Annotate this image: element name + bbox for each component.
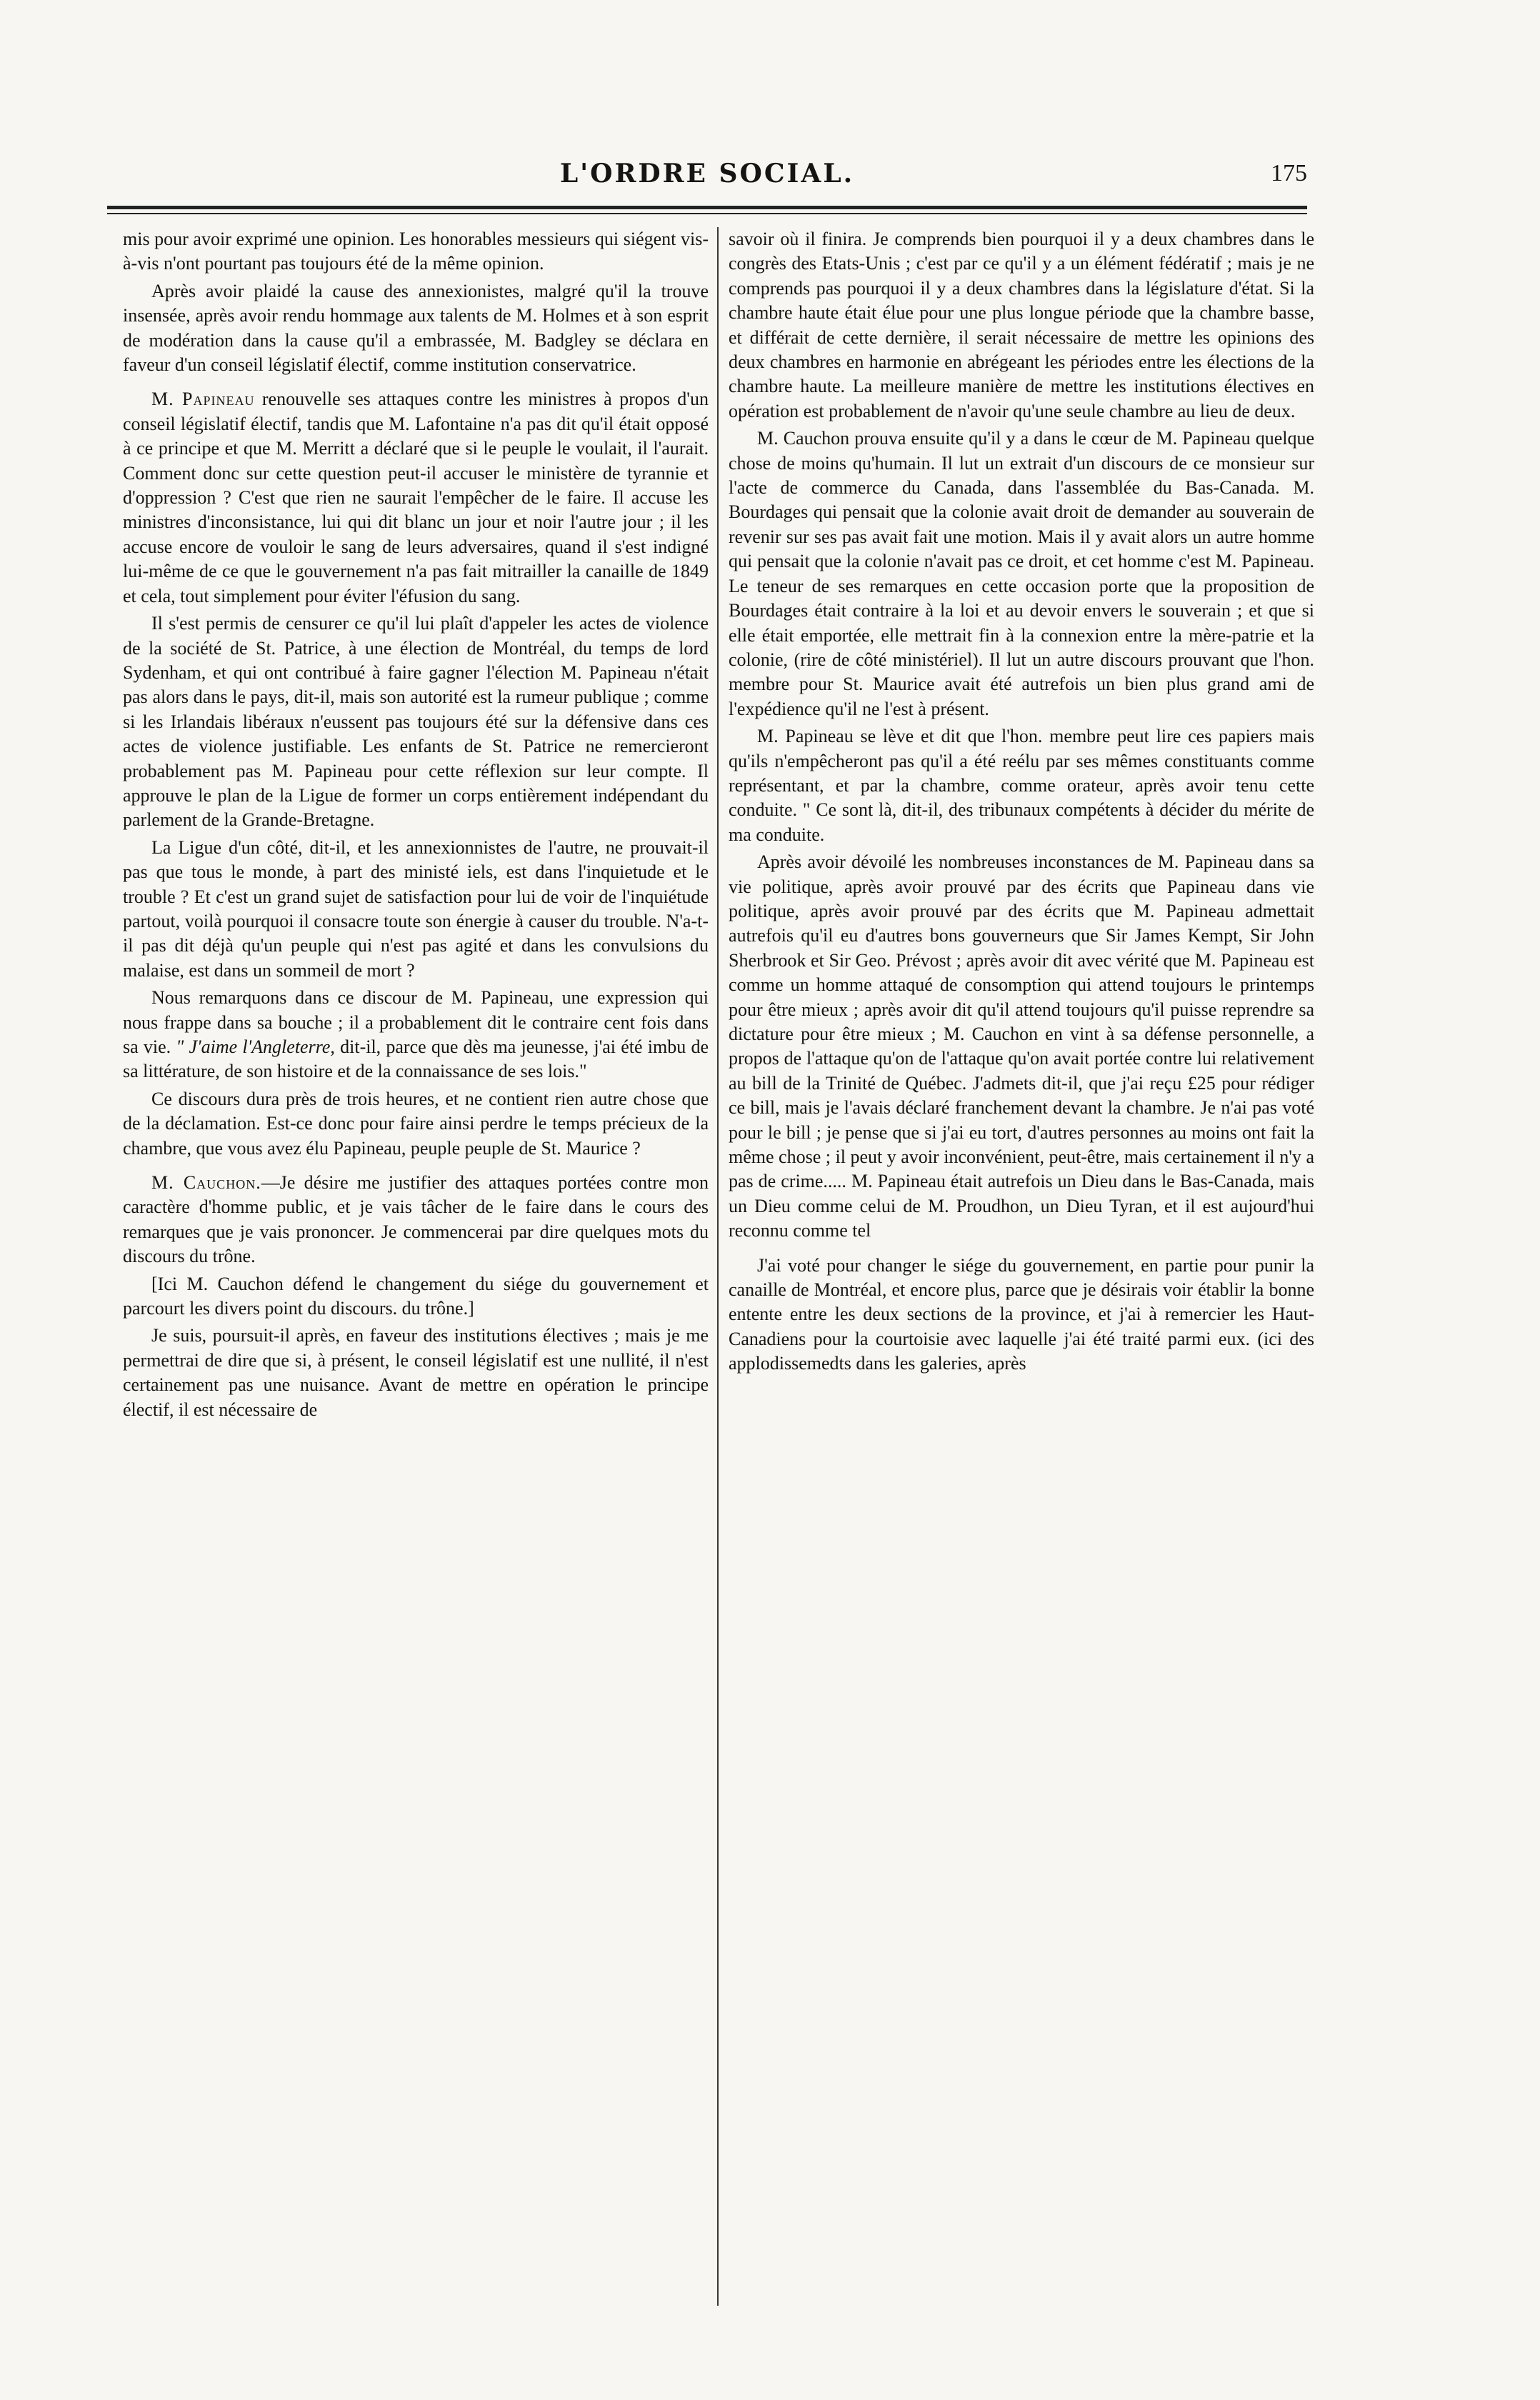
paragraph: Ce discours dura près de trois heures, et ne contient rien autre chose que de la déclamation. Est-ce donc pour faire ainsi perdre le temps précieux de la chambre, que vous avez élu Papineau, peuple peuple de St. Maurice ? [123,1088,709,1159]
paragraph [123,986,709,1084]
paragraph: Il s'est permis de censurer ce qu'il lui plaît d'appeler les actes de violence de la société de St. Patrice, à une élection de Montréal, du temps de lord Sydenham, et qui ont contribué à faire gagner l'élection M. Papineau n'était pas alors dans le pays, dit-il, mais son autorité est la rumeur publique ; comme si les Irlandais libéraux n'eussent pas toujours été sur la défensive dans ces actes de violence justifiable. Les enfants de St. Patrice ne remercieront probablement pas M. Papineau pour cette réflexion sur leur compte. Il approuve le plan de la Ligue de former un corps entièrement indépendant du parlement de la Grande-Bretagne. [123,613,709,831]
paragraph: La Ligue d'un côté, dit-il, et les annexionnistes de l'autre, ne prouvait-il pas que tous le monde, à part des ministé iels, est dans l'inquietude et le trouble ? Et c'est un grand sujet de satisfaction pour lui de voir de l'inquiétude partout, voilà pourquoi il consacre toute son énergie à causer du trouble. N'a-t-il pas dit déjà qu'un peuple qui n'est pas agité et dans les convulsions du malaise, est dans un sommeil de mort ? [123,836,709,981]
paragraph: M. Cauchon prouva ensuite qu'il y a dans le cœur de M. Papineau quelque chose de moins qu'humain. Il lut un extrait d'un discours de ce monsieur sur l'acte de commerce du Canada, dans l'assemblée du Bas-Canada. M. Bourdages qui pensait que la colonie avait droit de demander au souverain de revenir sur ses pas avait fait une motion. Mais il y avait alors un autre homme qui pensait que la colonie n'avait pas ce droit, et cet homme c'est M. Papineau. Le teneur de ses remarques en cette occasion porte que la proposition de Bourdages était contraire à la loi et au devoir envers le souverain ; et que si elle était emportée, elle mettrait fin à la connexion entre la mère-patrie et la colonie, (rire de côté ministériel). Il lut un autre discours prouvant que l'hon. membre pour St. Maurice avait été autrefois un bien plus grand ami de l'expédience qu'il ne l'est à présent. [729,428,1314,719]
paragraph: Après avoir plaidé la cause des annexionistes, malgré qu'il la trouve insensée, après avoir rendu hommage aux talents de M. Holmes et à son esprit de modération dans la cause qu'il a embrassée, M. Badgley se déclara en faveur d'un conseil législatif électif, comme institution conservatrice. [123,280,709,376]
header-rule-thin [107,213,1307,214]
paragraph: savoir où il finira. Je comprends bien pourquoi il y a deux chambres dans le congrès des Etats-Unis ; c'est par ce qu'il y a un élément fédératif ; mais je ne comprends pas pourquoi il y a deux chambres dans la législature d'état. Si la chambre haute était élue pour une plus longue période que la chambre basse, et différait de cette dernière, il serait nécessaire de mettre les opinions des deux chambres en harmonie en abrégeant les périodes entre les élections de la chambre haute. La meilleure manière de mettre les institutions électives en opération est probablement de n'avoir qu'une seule chambre au lieu de deux. [729,229,1314,421]
right-column [729,227,1314,2306]
header-rule-thick [107,206,1307,209]
page-header [107,159,1307,201]
left-column [123,227,709,2306]
speaker-name: M. Cauchon. [151,1172,261,1194]
paragraph: [Ici M. Cauchon défend le changement du siége du gouvernement et parcourt les divers point du discours. du trône.] [123,1273,709,1319]
running-title: L'ORDRE SOCIAL. [559,159,855,189]
page-number: 175 [1271,160,1307,186]
paragraph: M. Papineau se lève et dit que l'hon. membre peut lire ces papiers mais qu'ils n'empêcheront pas qu'il a été reélu par ses mêmes constituants comme représentant, et par la chambre, comme orateur, après avoir tenu cette conduite. " Ce sont là, dit-il, des tribunaux compétents à décider du mérite de ma conduite. [729,726,1314,845]
paragraph: mis pour avoir exprimé une opinion. Les honorables messieurs qui siégent vis-à-vis n'ont pourtant pas toujours été de la même opinion. [123,229,709,274]
paragraph-text: —Je désire me justifier des attaques portées contre mon caractère d'homme public, et je vais tâcher de le faire dans le cours des remarques que je vais prononcer. Je commencerai par dire quelques mots du discours du trône. [123,1172,709,1267]
paragraph: Je suis, poursuit-il après, en faveur des institutions électives ; mais je me permettrai de dire que si, à présent, le conseil législatif est une nullité, il n'est certainement pas une nuisance. Avant de mettre en opération le principe électif, il est nécessaire de [123,1325,709,1420]
paragraph-text: dit-il, parce que dès ma jeunesse, j'ai été imbu de sa littérature, de son histoire et de la connaissance de ses lois." [123,1036,709,1082]
paragraph-text: Nous remarquons dans ce discour de M. Papineau, une expression qui nous frappe dans sa bouche ; il a probablement dit le contraire cent fois dans sa vie. [123,987,709,1057]
quotation: " J'aime l'Angleterre, [176,1036,335,1057]
paragraph: Après avoir dévoilé les nombreuses inconstances de M. Papineau dans sa vie politique, après avoir prouvé par des écrits que Papineau dans vie politique, après avoir prouvé par des écrits que M. Papineau admettait autrefois qu'il eu d'autres bons gouverneurs que Sir James Kempt, Sir John Sherbrook et Sir Geo. Prévost ; après avoir dit avec vérité que M. Papineau est comme un homme attaqué de consomption qui attend toujours le printemps pour être mieux ; après avoir dit qu'il attend toujours qu'il puisse reprendre sa dictature pour être mieux ; M. Cauchon en vint à sa défense personnelle, a propos de l'attaque qu'on de l'attaque qu'on avait portée contre lui relativement au bill de la Trinité de Québec. J'admets dit-il, que j'ai reçu £25 pour rédiger ce bill, mais je l'avais déclaré franchement devant la chambre. Je n'ai pas voté pour le bill ; je pense que si j'ai eu tort, d'autres personnes au moins ont fait la même chose ; il peut y avoir inconvénient, peut-être, mais certainement il n'y a pas de crime..... M. Papineau était autrefois un Dieu dans le Bas-Canada, mais un Dieu comme celui de M. Proudhon, un Dieu Tyran, et il est aujourd'hui reconnu comme tel [729,851,1314,1241]
column-separator [717,227,719,2306]
paragraph-text: renouvelle ses attaques contre les ministres à propos d'un conseil législatif électif, tandis que M. Lafontaine n'a pas dit qu'il était opposé à ce principe et que M. Merritt a déclaré que si le peuple le voulait, il l'aurait. Comment donc sur cette question peut-il accuser le ministère de tyrannie et d'oppression ? C'est que rien ne saurait l'empêcher de le faire. Il accuse les ministres d'inconsistance, lui qui dit blanc un jour et noir l'autre jour ; il les accuse encore de vouloir le sang de leurs adversaires, quand il s'est indigné lui-même de ce que le gouvernement n'a pas fait mitrailler la canaille de 1849 et cela, tout simplement pour éviter l'éfusion du sang. [123,389,709,606]
paragraph [123,387,709,609]
paragraph: J'ai voté pour changer le siége du gouvernement, en partie pour punir la canaille de Montréal, et encore plus, parce que je désirais voir établir la bonne entente entre les deux sections de la province, et j'ai à remercier les Haut-Canadiens pour la courtoisie avec laquelle j'ai été traité parmi eux. (ici des applodissemedts dans les galeries, après [729,1254,1314,1374]
speaker-name: M. Papineau [151,389,255,410]
paragraph [123,1171,709,1269]
